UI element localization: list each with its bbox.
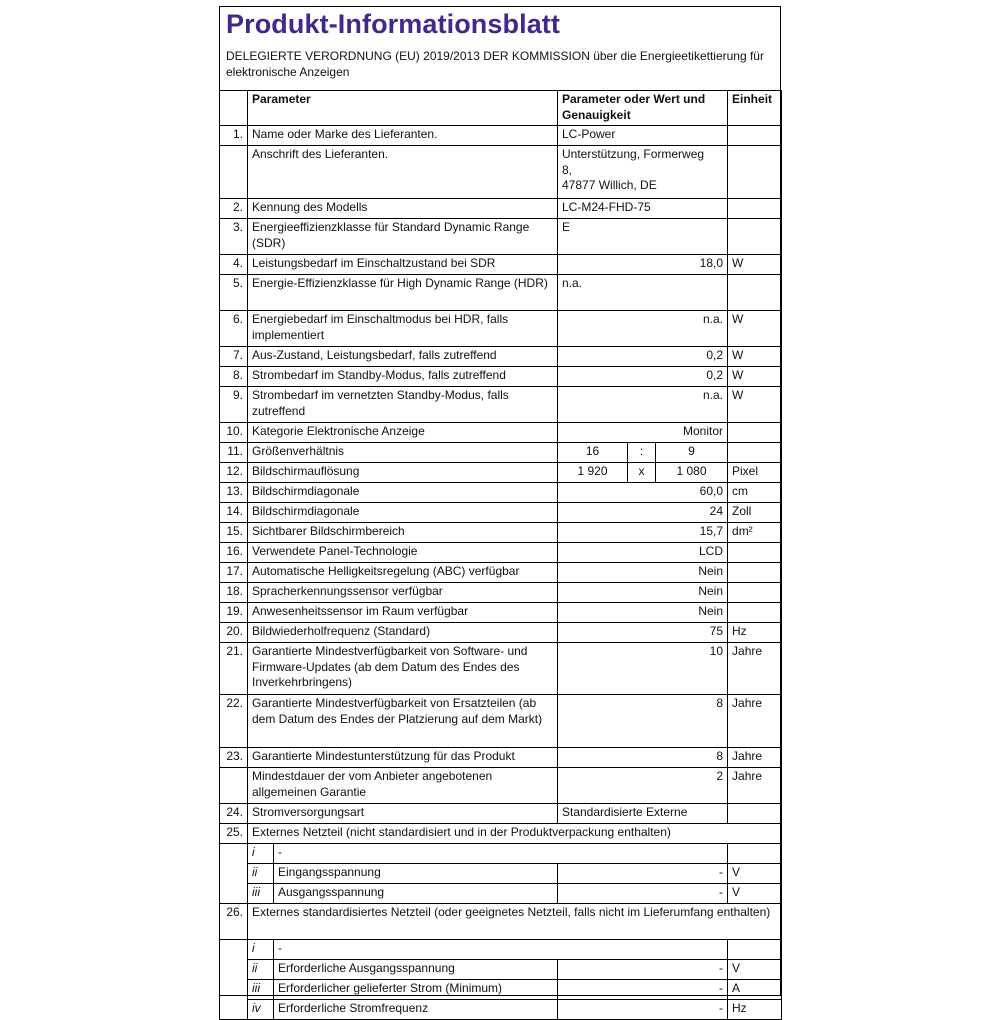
ratio-width: 16 xyxy=(558,443,628,463)
row-unit: dm² xyxy=(728,523,782,543)
row-unit: Hz xyxy=(728,1000,782,1020)
table-row xyxy=(220,463,782,483)
row-parameter: Kennung des Modells xyxy=(248,199,558,219)
row-number: 26. xyxy=(220,904,248,940)
table-row xyxy=(220,960,782,980)
row-number xyxy=(220,844,248,864)
sub-numeral: i xyxy=(248,940,274,960)
row-parameter: Erforderlicher gelieferter Strom (Minimum) xyxy=(274,980,558,1000)
resolution-height: 1 080 xyxy=(656,463,728,483)
row-unit: Hz xyxy=(728,623,782,643)
row-parameter: - xyxy=(274,940,728,960)
table-row xyxy=(220,623,782,643)
header-number xyxy=(220,91,248,126)
ratio-separator: : xyxy=(628,443,656,463)
row-number: 9. xyxy=(220,387,248,423)
table-row xyxy=(220,980,782,1000)
header-parameter: Parameter xyxy=(248,91,558,126)
row-unit: W xyxy=(728,255,782,275)
row-parameter: Garantierte Mindestunterstützung für das Produkt xyxy=(248,748,558,768)
row-parameter: Automatische Helligkeitsregelung (ABC) verfügbar xyxy=(248,563,558,583)
row-parameter: Bildschirmauflösung xyxy=(248,463,558,483)
row-unit: Zoll xyxy=(728,503,782,523)
row-parameter: Ausgangsspannung xyxy=(274,884,558,904)
table-row xyxy=(220,503,782,523)
row-value: LC-M24-FHD-75 xyxy=(558,199,728,219)
row-value: 10 xyxy=(558,643,728,695)
table-row xyxy=(220,146,782,199)
row-parameter: Erforderliche Ausgangsspannung xyxy=(274,960,558,980)
row-value: - xyxy=(558,884,728,904)
table-row xyxy=(220,311,782,347)
table-row xyxy=(220,387,782,423)
row-number: 17. xyxy=(220,563,248,583)
row-number: 16. xyxy=(220,543,248,563)
row-value xyxy=(558,146,728,199)
table-row xyxy=(220,563,782,583)
row-parameter: Spracherkennungssensor verfügbar xyxy=(248,583,558,603)
address-line: 8, xyxy=(562,162,573,177)
table-row xyxy=(220,1000,782,1020)
row-value: Standardisierte Externe xyxy=(558,804,728,824)
row-unit: W xyxy=(728,347,782,367)
row-parameter: Aus-Zustand, Leistungsbedarf, falls zutreffend xyxy=(248,347,558,367)
sub-numeral: ii xyxy=(248,960,274,980)
row-unit xyxy=(728,563,782,583)
row-unit: cm xyxy=(728,483,782,503)
row-number: 21. xyxy=(220,643,248,695)
row-value: Nein xyxy=(558,563,728,583)
table-row xyxy=(220,443,782,463)
row-number: 10. xyxy=(220,423,248,443)
row-unit: Jahre xyxy=(728,643,782,695)
row-unit: W xyxy=(728,387,782,423)
resolution-separator: x xyxy=(628,463,656,483)
row-parameter: Strombedarf im vernetzten Standby-Modus, falls zutreffend xyxy=(248,387,558,423)
row-value: 18,0 xyxy=(558,255,728,275)
row-unit xyxy=(728,423,782,443)
row-value: - xyxy=(558,960,728,980)
section-heading: Externes standardisiertes Netzteil (oder geeignetes Netzteil, falls nicht im Lieferumfang enthalten) xyxy=(248,904,782,940)
row-parameter: - xyxy=(274,844,728,864)
table-row xyxy=(220,543,782,563)
table-row xyxy=(220,884,782,904)
row-unit: Jahre xyxy=(728,768,782,804)
row-unit xyxy=(728,940,782,960)
row-unit: Jahre xyxy=(728,748,782,768)
row-value: LCD xyxy=(558,543,728,563)
resolution-width: 1 920 xyxy=(558,463,628,483)
row-number xyxy=(220,884,248,904)
row-parameter: Verwendete Panel-Technologie xyxy=(248,543,558,563)
table-row xyxy=(220,643,782,695)
table-row xyxy=(220,219,782,255)
row-value: - xyxy=(558,1000,728,1020)
table-row xyxy=(220,255,782,275)
row-value: 24 xyxy=(558,503,728,523)
row-unit: W xyxy=(728,311,782,347)
row-unit xyxy=(728,146,782,199)
table-row xyxy=(220,347,782,367)
row-value: 60,0 xyxy=(558,483,728,503)
row-unit: Jahre xyxy=(728,695,782,748)
row-value: n.a. xyxy=(558,311,728,347)
row-parameter: Anwesenheitssensor im Raum verfügbar xyxy=(248,603,558,623)
sub-numeral: iv xyxy=(248,1000,274,1020)
row-value: LC-Power xyxy=(558,126,728,146)
row-parameter: Energiebedarf im Einschaltmodus bei HDR, falls implementiert xyxy=(248,311,558,347)
row-unit: V xyxy=(728,884,782,904)
row-unit: A xyxy=(728,980,782,1000)
row-number xyxy=(220,940,248,960)
sub-numeral: iii xyxy=(248,884,274,904)
row-unit xyxy=(728,844,782,864)
row-number: 4. xyxy=(220,255,248,275)
parameter-table xyxy=(219,90,782,1020)
row-unit xyxy=(728,543,782,563)
row-number: 15. xyxy=(220,523,248,543)
address-line: Unterstützung, Formerweg xyxy=(562,147,705,161)
table-row xyxy=(220,523,782,543)
row-unit xyxy=(728,219,782,255)
row-parameter: Garantierte Mindestverfügbarkeit von Software- und Firmware-Updates (ab dem Datum des Endes des Inverkehrbringens) xyxy=(248,643,558,695)
sub-numeral: ii xyxy=(248,864,274,884)
row-number: 2. xyxy=(220,199,248,219)
row-number: 24. xyxy=(220,804,248,824)
row-number xyxy=(220,1000,248,1020)
row-number: 1. xyxy=(220,126,248,146)
row-value: 8 xyxy=(558,748,728,768)
row-number: 23. xyxy=(220,748,248,768)
table-row xyxy=(220,603,782,623)
row-unit xyxy=(728,126,782,146)
row-number: 25. xyxy=(220,824,248,844)
row-number: 19. xyxy=(220,603,248,623)
table-header xyxy=(220,91,782,126)
row-parameter: Erforderliche Stromfrequenz xyxy=(274,1000,558,1020)
row-value: 0,2 xyxy=(558,347,728,367)
row-value: Nein xyxy=(558,583,728,603)
row-parameter: Sichtbarer Bildschirmbereich xyxy=(248,523,558,543)
row-number: 11. xyxy=(220,443,248,463)
row-parameter: Leistungsbedarf im Einschaltzustand bei SDR xyxy=(248,255,558,275)
row-parameter: Garantierte Mindestverfügbarkeit von Ersatzteilen (ab dem Datum des Endes der Platzierung auf dem Markt) xyxy=(248,695,558,748)
table-row xyxy=(220,695,782,748)
row-number: 6. xyxy=(220,311,248,347)
regulation-subtitle: DELEGIERTE VERORDNUNG (EU) 2019/2013 DER KOMMISSION über die Energieetikettierung für elektronische Anzeigen xyxy=(226,49,764,79)
row-unit: V xyxy=(728,960,782,980)
row-unit xyxy=(728,275,782,311)
row-unit: Pixel xyxy=(728,463,782,483)
row-unit xyxy=(728,583,782,603)
row-value: 15,7 xyxy=(558,523,728,543)
row-value: E xyxy=(558,219,728,255)
row-number: 22. xyxy=(220,695,248,748)
row-value: n.a. xyxy=(558,387,728,423)
row-parameter: Kategorie Elektronische Anzeige xyxy=(248,423,558,443)
header-value: Parameter oder Wert und Genauigkeit xyxy=(558,91,728,126)
table-row xyxy=(220,199,782,219)
row-parameter: Name oder Marke des Lieferanten. xyxy=(248,126,558,146)
table-row xyxy=(220,583,782,603)
row-number: 14. xyxy=(220,503,248,523)
ratio-height: 9 xyxy=(656,443,728,463)
row-number: 20. xyxy=(220,623,248,643)
row-number xyxy=(220,146,248,199)
row-number xyxy=(220,980,248,1000)
row-parameter: Bildwiederholfrequenz (Standard) xyxy=(248,623,558,643)
row-value: 8 xyxy=(558,695,728,748)
row-number: 13. xyxy=(220,483,248,503)
row-parameter: Bildschirmdiagonale xyxy=(248,503,558,523)
row-unit xyxy=(728,804,782,824)
row-parameter: Bildschirmdiagonale xyxy=(248,483,558,503)
row-unit: W xyxy=(728,367,782,387)
product-information-sheet xyxy=(219,6,781,1015)
table-row xyxy=(220,275,782,311)
row-number xyxy=(220,768,248,804)
table-row xyxy=(220,824,782,844)
row-parameter: Eingangsspannung xyxy=(274,864,558,884)
section-heading: Externes Netzteil (nicht standardisiert und in der Produktverpackung enthalten) xyxy=(248,824,782,844)
row-number xyxy=(220,864,248,884)
header-unit: Einheit xyxy=(728,91,782,126)
table-row xyxy=(220,844,782,864)
row-number xyxy=(220,960,248,980)
address-line: 47877 Willich, DE xyxy=(562,178,657,192)
row-parameter: Energie-Effizienzklasse für High Dynamic Range (HDR) xyxy=(248,275,558,311)
table-row xyxy=(220,804,782,824)
row-unit xyxy=(728,199,782,219)
row-parameter: Stromversorgungsart xyxy=(248,804,558,824)
row-value: Monitor xyxy=(558,423,728,443)
row-unit: V xyxy=(728,864,782,884)
table-row xyxy=(220,483,782,503)
row-value: 75 xyxy=(558,623,728,643)
row-unit xyxy=(728,443,782,463)
sub-numeral: i xyxy=(248,844,274,864)
row-number: 18. xyxy=(220,583,248,603)
row-value: 2 xyxy=(558,768,728,804)
row-number: 8. xyxy=(220,367,248,387)
row-number: 3. xyxy=(220,219,248,255)
row-value: n.a. xyxy=(558,275,728,311)
row-parameter: Größenverhältnis xyxy=(248,443,558,463)
row-number: 7. xyxy=(220,347,248,367)
row-parameter: Anschrift des Lieferanten. xyxy=(248,146,558,199)
row-value: - xyxy=(558,980,728,1000)
row-parameter: Strombedarf im Standby-Modus, falls zutreffend xyxy=(248,367,558,387)
row-value: 0,2 xyxy=(558,367,728,387)
page-title: Produkt-Informationsblatt xyxy=(226,9,560,39)
sub-numeral: iii xyxy=(248,980,274,1000)
table-row xyxy=(220,940,782,960)
row-value: - xyxy=(558,864,728,884)
table-row xyxy=(220,367,782,387)
row-unit xyxy=(728,603,782,623)
table-row xyxy=(220,864,782,884)
row-number: 5. xyxy=(220,275,248,311)
row-number: 12. xyxy=(220,463,248,483)
table-row xyxy=(220,748,782,768)
table-row xyxy=(220,768,782,804)
row-value: Nein xyxy=(558,603,728,623)
table-row xyxy=(220,904,782,940)
table-row xyxy=(220,423,782,443)
table-row xyxy=(220,126,782,146)
row-parameter: Mindestdauer der vom Anbieter angebotenen allgemeinen Garantie xyxy=(248,768,558,804)
row-parameter: Energieeffizienzklasse für Standard Dynamic Range (SDR) xyxy=(248,219,558,255)
